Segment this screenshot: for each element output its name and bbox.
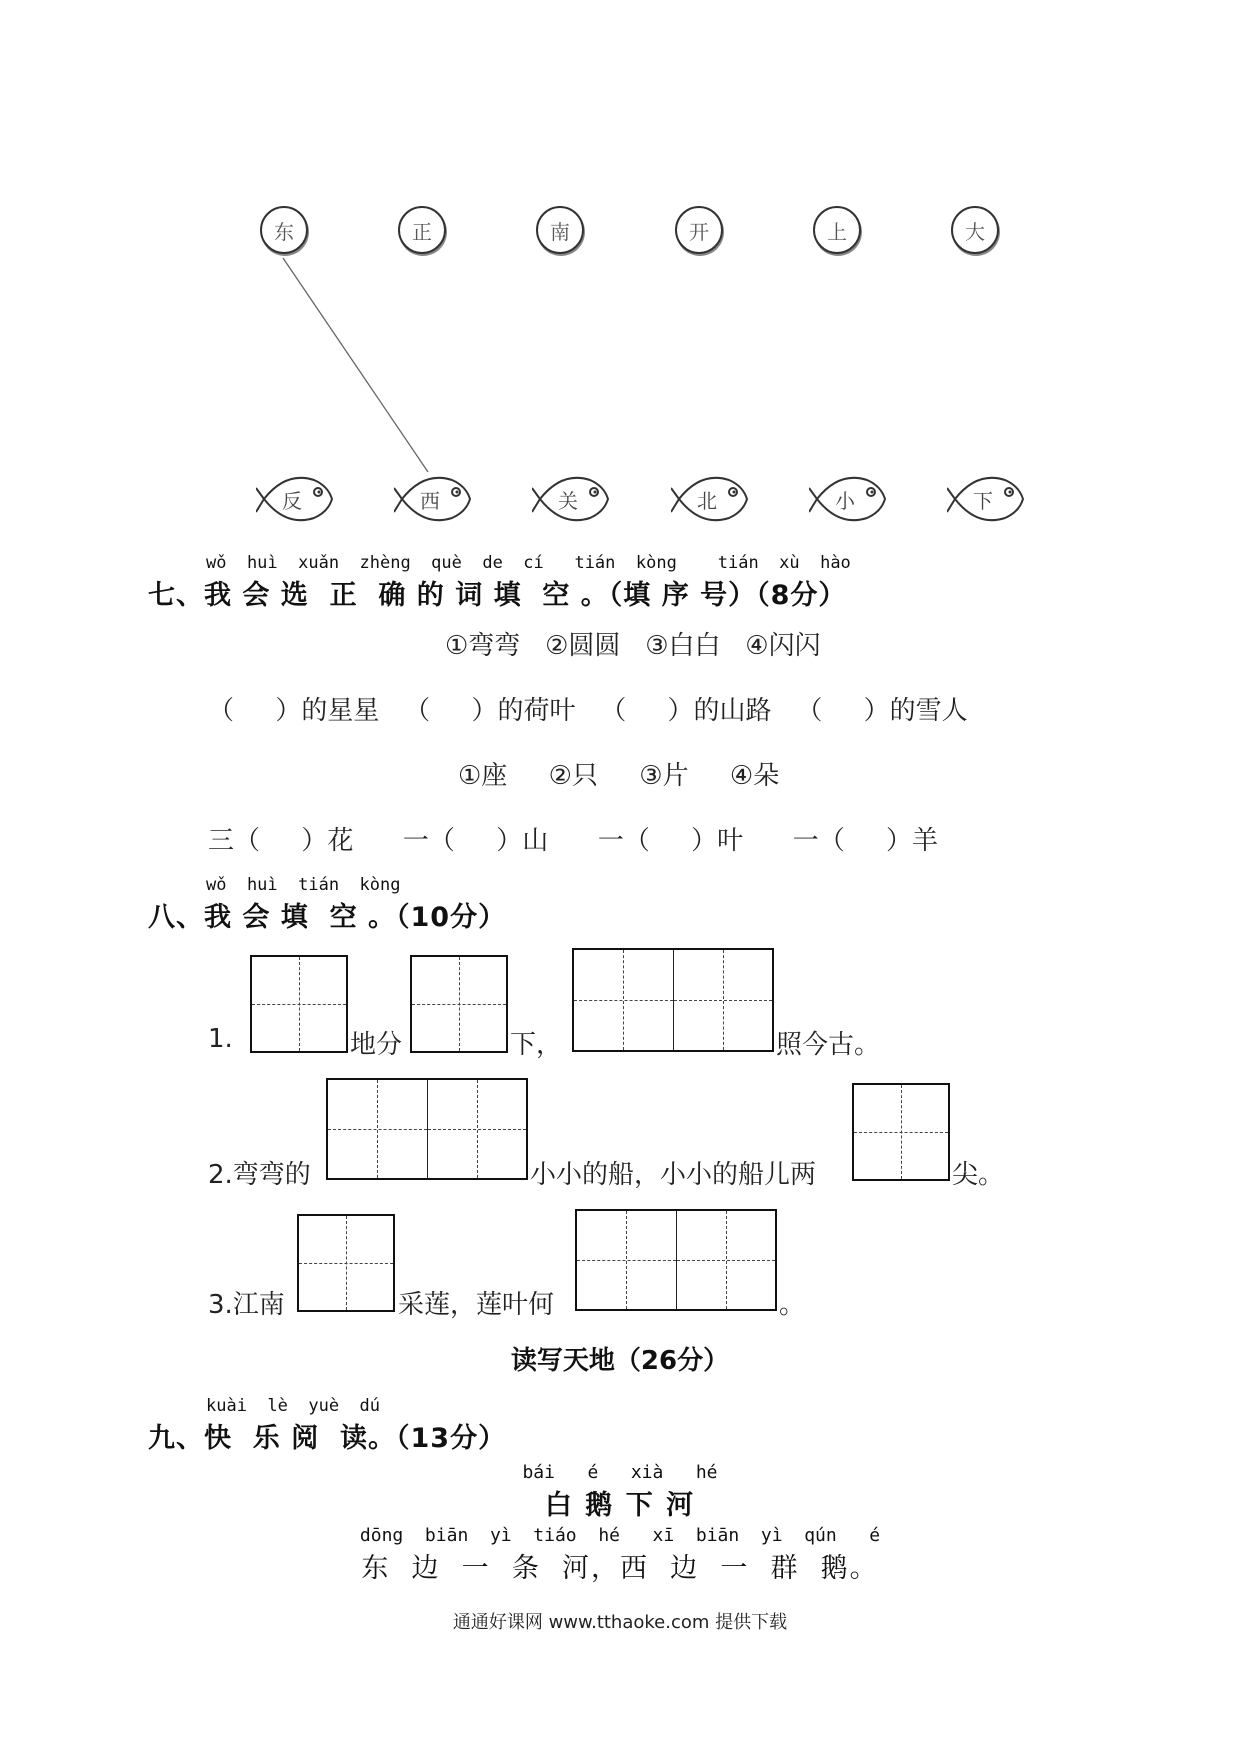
q8-line3-text2: 采莲，莲叶何	[398, 1290, 555, 1320]
q7-blanks-2: 三（ ）花 一（ ）山 一（ ）叶 一（ ）羊	[208, 826, 939, 856]
q8-line2-text1: 2.弯弯的	[208, 1160, 311, 1190]
circle-char-3[interactable]: 南	[536, 206, 584, 254]
circle-char-6[interactable]: 大	[951, 206, 999, 254]
q8-line1-text3: 照今古。	[776, 1030, 881, 1060]
fish-char-2[interactable]	[394, 468, 476, 530]
q8-pinyin: wǒ huì tián kòng	[206, 875, 401, 895]
answer-grid-3b[interactable]	[575, 1209, 777, 1311]
answer-grid-3a[interactable]	[297, 1214, 395, 1312]
q8-title: 八、我 会 填 空 。（10分）	[148, 902, 507, 933]
q9-title: 九、快 乐 阅 读。（13分）	[148, 1423, 507, 1454]
fish-char-label: 反	[282, 489, 302, 513]
match-connector-line	[0, 0, 1240, 600]
poem-title: 白 鹅 下 河	[544, 1490, 696, 1521]
q9-pinyin: kuài lè yuè dú	[206, 1396, 380, 1416]
fish-char-label: 北	[697, 489, 717, 513]
q8-heading	[148, 875, 506, 934]
answer-grid-1a[interactable]	[250, 955, 348, 1053]
circle-char-4[interactable]: 开	[675, 206, 723, 254]
q8-line1-text1: 地分	[350, 1030, 403, 1060]
q7-blanks-1: （ ）的星星 （ ）的荷叶 （ ）的山路 （ ）的雪人	[208, 696, 968, 726]
fish-char-label: 西	[420, 489, 440, 513]
fish-char-label: 小	[835, 489, 855, 513]
q8-line2-text3: 尖。	[952, 1160, 1005, 1190]
q8-line1-num: 1.	[208, 1024, 233, 1054]
q9-heading	[148, 1396, 506, 1455]
q7-options-2: ①座 ②只 ③片 ④朵	[458, 761, 780, 791]
answer-grid-1b[interactable]	[410, 955, 508, 1053]
fish-char-5[interactable]	[809, 468, 891, 530]
answer-grid-2a[interactable]	[326, 1078, 528, 1180]
fish-char-label: 下	[973, 489, 993, 513]
q7-title: 七、我 会 选 正 确 的 词 填 空 。（填 序 号）（8分）	[148, 580, 847, 611]
fish-char-label: 关	[558, 489, 578, 513]
circle-char-1[interactable]: 东	[260, 206, 308, 254]
fish-char-1[interactable]	[256, 468, 338, 530]
q8-line1-text2: 下，	[510, 1030, 563, 1060]
fish-char-6[interactable]	[947, 468, 1029, 530]
circle-char-2[interactable]: 正	[398, 206, 446, 254]
q7-options-1: ①弯弯 ②圆圆 ③白白 ④闪闪	[445, 631, 821, 661]
poem-title-block	[0, 1462, 1240, 1522]
q7-pinyin: wǒ huì xuǎn zhèng què de cí tián kòng tián xù hào	[206, 553, 851, 573]
answer-grid-2b[interactable]	[852, 1083, 950, 1181]
q8-line3-text1: 3.江南	[208, 1290, 285, 1320]
q8-line2-text2: 小小的船，小小的船儿两	[530, 1160, 817, 1190]
poem-line-block	[0, 1525, 1240, 1585]
poem-line: 东 边 一 条 河，西 边 一 群 鹅。	[361, 1553, 879, 1584]
poem-title-pinyin: bái é xià hé	[522, 1462, 718, 1483]
answer-grid-1c[interactable]	[572, 948, 774, 1052]
circle-char-5[interactable]: 上	[813, 206, 861, 254]
fish-char-4[interactable]	[671, 468, 753, 530]
q8-line3-text3: 。	[779, 1290, 806, 1320]
q7-heading	[148, 553, 851, 612]
section-title: 读写天地（26分）	[510, 1346, 730, 1376]
poem-line-pinyin: dōng biān yì tiáo hé xī biān yì qún é	[359, 1525, 881, 1546]
footer-credit: 通通好课网 www.tthaoke.com 提供下载	[452, 1612, 788, 1633]
fish-char-3[interactable]	[532, 468, 614, 530]
